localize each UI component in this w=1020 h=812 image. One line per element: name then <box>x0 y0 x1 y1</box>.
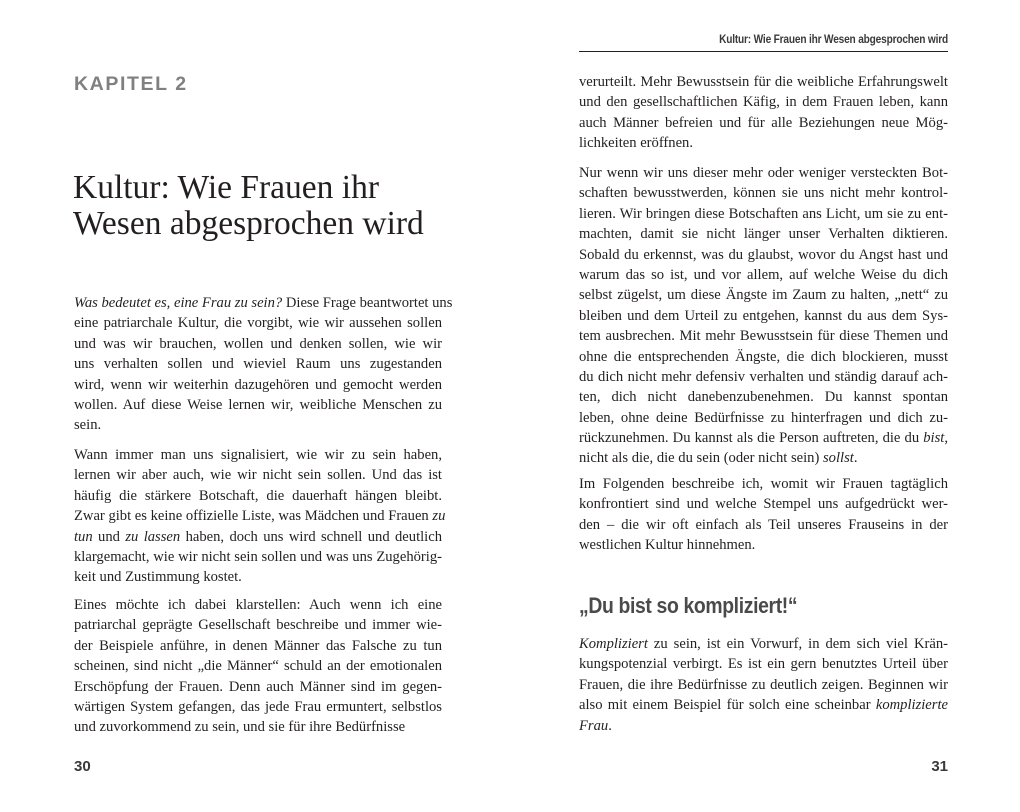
italic-text: sollst <box>822 450 854 467</box>
italic-text: tun <box>74 528 93 545</box>
text-segment: leben, ohne deine Bedürfnisse zu hinterfragen und dich zu- <box>579 409 948 426</box>
text-segment: Sobald du erkennst, was du glaubst, wovor du Angst hast und <box>579 246 948 263</box>
text-segment: wärtigen System gefangen, das jede Frau ermuntert, selbstlos <box>74 698 442 715</box>
text-line <box>74 697 442 717</box>
text-line <box>579 716 948 736</box>
text-line <box>74 354 442 374</box>
text-segment: eine patriarchale Kultur, die vorgibt, wie wir aussehen sollen <box>74 315 442 332</box>
text-segment: , <box>944 430 948 447</box>
paragraph <box>579 163 948 469</box>
text-line <box>579 306 948 326</box>
text-line <box>74 415 442 435</box>
text-segment: haben, doch uns wird schnell und deutlich <box>180 528 443 545</box>
text-segment: rückzunehmen. Du kannst als die Person auftreten, die du <box>579 430 924 447</box>
text-line <box>74 656 442 676</box>
italic-text: bist <box>923 430 945 447</box>
text-line <box>579 326 948 346</box>
text-segment: wollen. Auf diese Weise lernen wir, weibliche Menschen zu <box>74 396 442 413</box>
right-page <box>510 0 1020 812</box>
text-segment: tem ausbrechen. Mit mehr Bewusstsein für diese Themen und <box>579 328 948 345</box>
text-segment: also mit einem Beispiel für solch eine scheinbar <box>579 697 876 714</box>
italic-text: komplizierte <box>875 697 948 714</box>
text-line <box>74 636 442 656</box>
text-segment: uns verhalten sollen und wieviel Raum uns zugestanden <box>74 356 442 373</box>
text-line <box>579 183 948 203</box>
text-segment: den – die wir oft einfach als Teil unseres Frauseins in der <box>579 516 948 533</box>
text-segment: bleiben und dem Urteil zu entgehen, kannst du aus dem Sys- <box>579 307 948 324</box>
text-segment: Wann immer man uns signalisiert, wie wir zu sein haben, <box>74 447 442 463</box>
text-line <box>579 654 948 674</box>
paragraph <box>74 595 442 738</box>
text-segment: warum das so ist, und vor allem, auf welche Weise du dich <box>579 266 948 283</box>
text-line <box>579 408 948 428</box>
text-line <box>74 445 442 465</box>
text-segment: machten, damit sie nicht länger unser Verhalten diktieren. <box>579 226 948 243</box>
text-line <box>74 395 442 415</box>
text-line <box>74 313 442 333</box>
text-segment: Zwar gibt es keine offizielle Liste, was Mädchen und Frauen <box>74 508 433 525</box>
text-line <box>579 265 948 285</box>
text-segment: Diese Frage beantwortet uns <box>282 295 453 311</box>
chapter-label: KAPITEL 2 <box>74 73 188 95</box>
text-segment: lieren. Wir bringen diese Botschaften ans Licht, um sie zu ent- <box>579 205 948 222</box>
text-line <box>74 567 442 587</box>
chapter-title-line: Wesen abgesprochen wird <box>73 205 424 242</box>
section-heading: „Du bist so kompliziert!“ <box>579 593 798 618</box>
text-line <box>579 72 948 92</box>
text-segment: ten, dich nicht danebenzubenehmen. Du kannst spontan <box>579 389 948 406</box>
text-line <box>579 634 948 654</box>
text-line <box>74 595 442 615</box>
text-segment: Frauen, die ihre Bedürfnisse zu deutlich zeigen. Beginnen wir <box>579 676 948 693</box>
text-segment: wird, wenn wir weiterhin dazugehören und gemocht werden <box>74 376 442 393</box>
text-segment: Eines möchte ich dabei klarstellen: Auch wenn ich eine <box>74 597 442 613</box>
paragraph <box>74 445 446 588</box>
text-line <box>579 494 948 514</box>
text-segment: und zuvorkommend zu sein, und sie für ihre Bedürfnisse <box>74 719 406 736</box>
text-line <box>74 677 442 697</box>
text-segment: patriarchal geprägte Gesellschaft beschreibe und immer wie- <box>74 617 442 634</box>
text-segment: auch Männer befreien und für alle Beziehungen neue Mög- <box>579 114 948 131</box>
italic-text: Was bedeutet es, eine Frau zu sein? <box>74 295 283 311</box>
text-segment: verurteilt. Mehr Bewusstsein für die weibliche Erfahrungswelt <box>579 74 948 90</box>
italic-text: zu <box>432 508 446 525</box>
text-line <box>579 535 948 555</box>
text-segment: Im Folgenden beschreibe ich, womit wir Frauen tagtäglich <box>579 476 948 492</box>
text-line <box>579 387 948 407</box>
text-segment: der Beispiele anführe, in denen Männer das Falsche zu tun <box>74 637 442 654</box>
italic-text: Kompliziert <box>579 636 648 652</box>
text-line <box>579 224 948 244</box>
text-line <box>579 675 948 695</box>
text-segment: sein. <box>74 417 102 434</box>
header-rule <box>579 51 948 52</box>
text-line <box>74 717 442 737</box>
text-line <box>579 163 948 183</box>
paragraph <box>579 474 948 556</box>
paragraph <box>74 293 453 436</box>
text-line <box>579 515 948 535</box>
text-line <box>74 615 442 635</box>
text-line <box>74 334 442 354</box>
text-segment: westlichen Kultur hinnehmen. <box>579 537 756 554</box>
running-head: Kultur: Wie Frauen ihr Wesen abgesprochen wird <box>719 34 948 46</box>
text-segment: selbst zügelst, um diese Ängste im Zaum zu halten, „nett“ zu <box>579 287 948 304</box>
text-segment: . <box>608 717 612 734</box>
text-segment: und <box>92 528 126 545</box>
page-number: 31 <box>931 758 948 775</box>
text-segment: lichkeiten eröffnen. <box>579 135 693 152</box>
text-line <box>74 527 442 547</box>
text-line <box>579 133 948 153</box>
text-segment: nicht als die, die du sein (oder nicht sein) <box>579 450 823 467</box>
text-line <box>579 428 948 448</box>
text-line <box>74 547 442 567</box>
text-line <box>579 245 948 265</box>
text-segment: und den gesellschaftlichen Käfig, in dem Frauen leben, kann <box>579 94 948 111</box>
text-line <box>579 113 948 133</box>
text-line <box>74 375 442 395</box>
chapter-title <box>73 170 424 242</box>
text-line <box>579 92 948 112</box>
text-line <box>579 204 948 224</box>
text-segment: ohne die entsprechenden Ängste, die dich blockieren, musst <box>579 348 948 365</box>
text-line <box>74 486 442 506</box>
text-segment: Nur wenn wir uns dieser mehr oder weniger versteckten Bot- <box>579 165 948 181</box>
text-line <box>579 448 948 468</box>
text-line <box>579 347 948 367</box>
text-line <box>74 293 453 313</box>
text-line <box>74 506 446 526</box>
paragraph <box>579 72 948 154</box>
text-segment: keit und Zustimmung kostet. <box>74 569 242 586</box>
page-number: 30 <box>74 758 91 775</box>
text-segment: du dich nicht mehr defensiv verhalten und ständig darauf ach- <box>579 368 948 385</box>
text-segment: häufig die stärkere Botschaft, die dauerhaft hängen bleibt. <box>74 487 442 504</box>
text-line <box>579 695 948 715</box>
chapter-title-line: Kultur: Wie Frauen ihr <box>73 169 379 206</box>
paragraph <box>579 634 948 736</box>
text-segment: konfrontiert sind und welche Stempel uns aufgedrückt wer- <box>579 496 948 513</box>
text-line <box>74 465 442 485</box>
italic-text: Frau <box>579 717 609 734</box>
text-segment: kungspotenzial verbirgt. Es ist ein gern benutztes Urteil über <box>579 656 948 673</box>
text-segment: zu sein, ist ein Vorwurf, in dem sich viel Krän- <box>647 636 948 652</box>
text-line <box>579 367 948 387</box>
text-segment: . <box>853 450 858 467</box>
text-segment: lernen wir aber auch, wie wir nicht sein sollen. Und das ist <box>74 467 442 484</box>
text-segment: klargemacht, wie wir nicht sein sollen und was uns Zugehörig- <box>74 548 442 565</box>
text-segment: schaften bewusstwerden, können sie uns nicht mehr kontrol- <box>579 185 948 202</box>
text-line <box>579 285 948 305</box>
text-segment: Erschöpfung der Frauen. Denn auch Männer sind im gegen- <box>74 678 442 695</box>
text-line <box>579 474 948 494</box>
text-segment: und was wir brauchen, wollen und denken sollen, wie wir <box>74 335 442 352</box>
text-segment: scheinen, sind nicht „die Männer“ schuld an der emotionalen <box>74 658 442 675</box>
italic-text: zu lassen <box>125 528 181 545</box>
